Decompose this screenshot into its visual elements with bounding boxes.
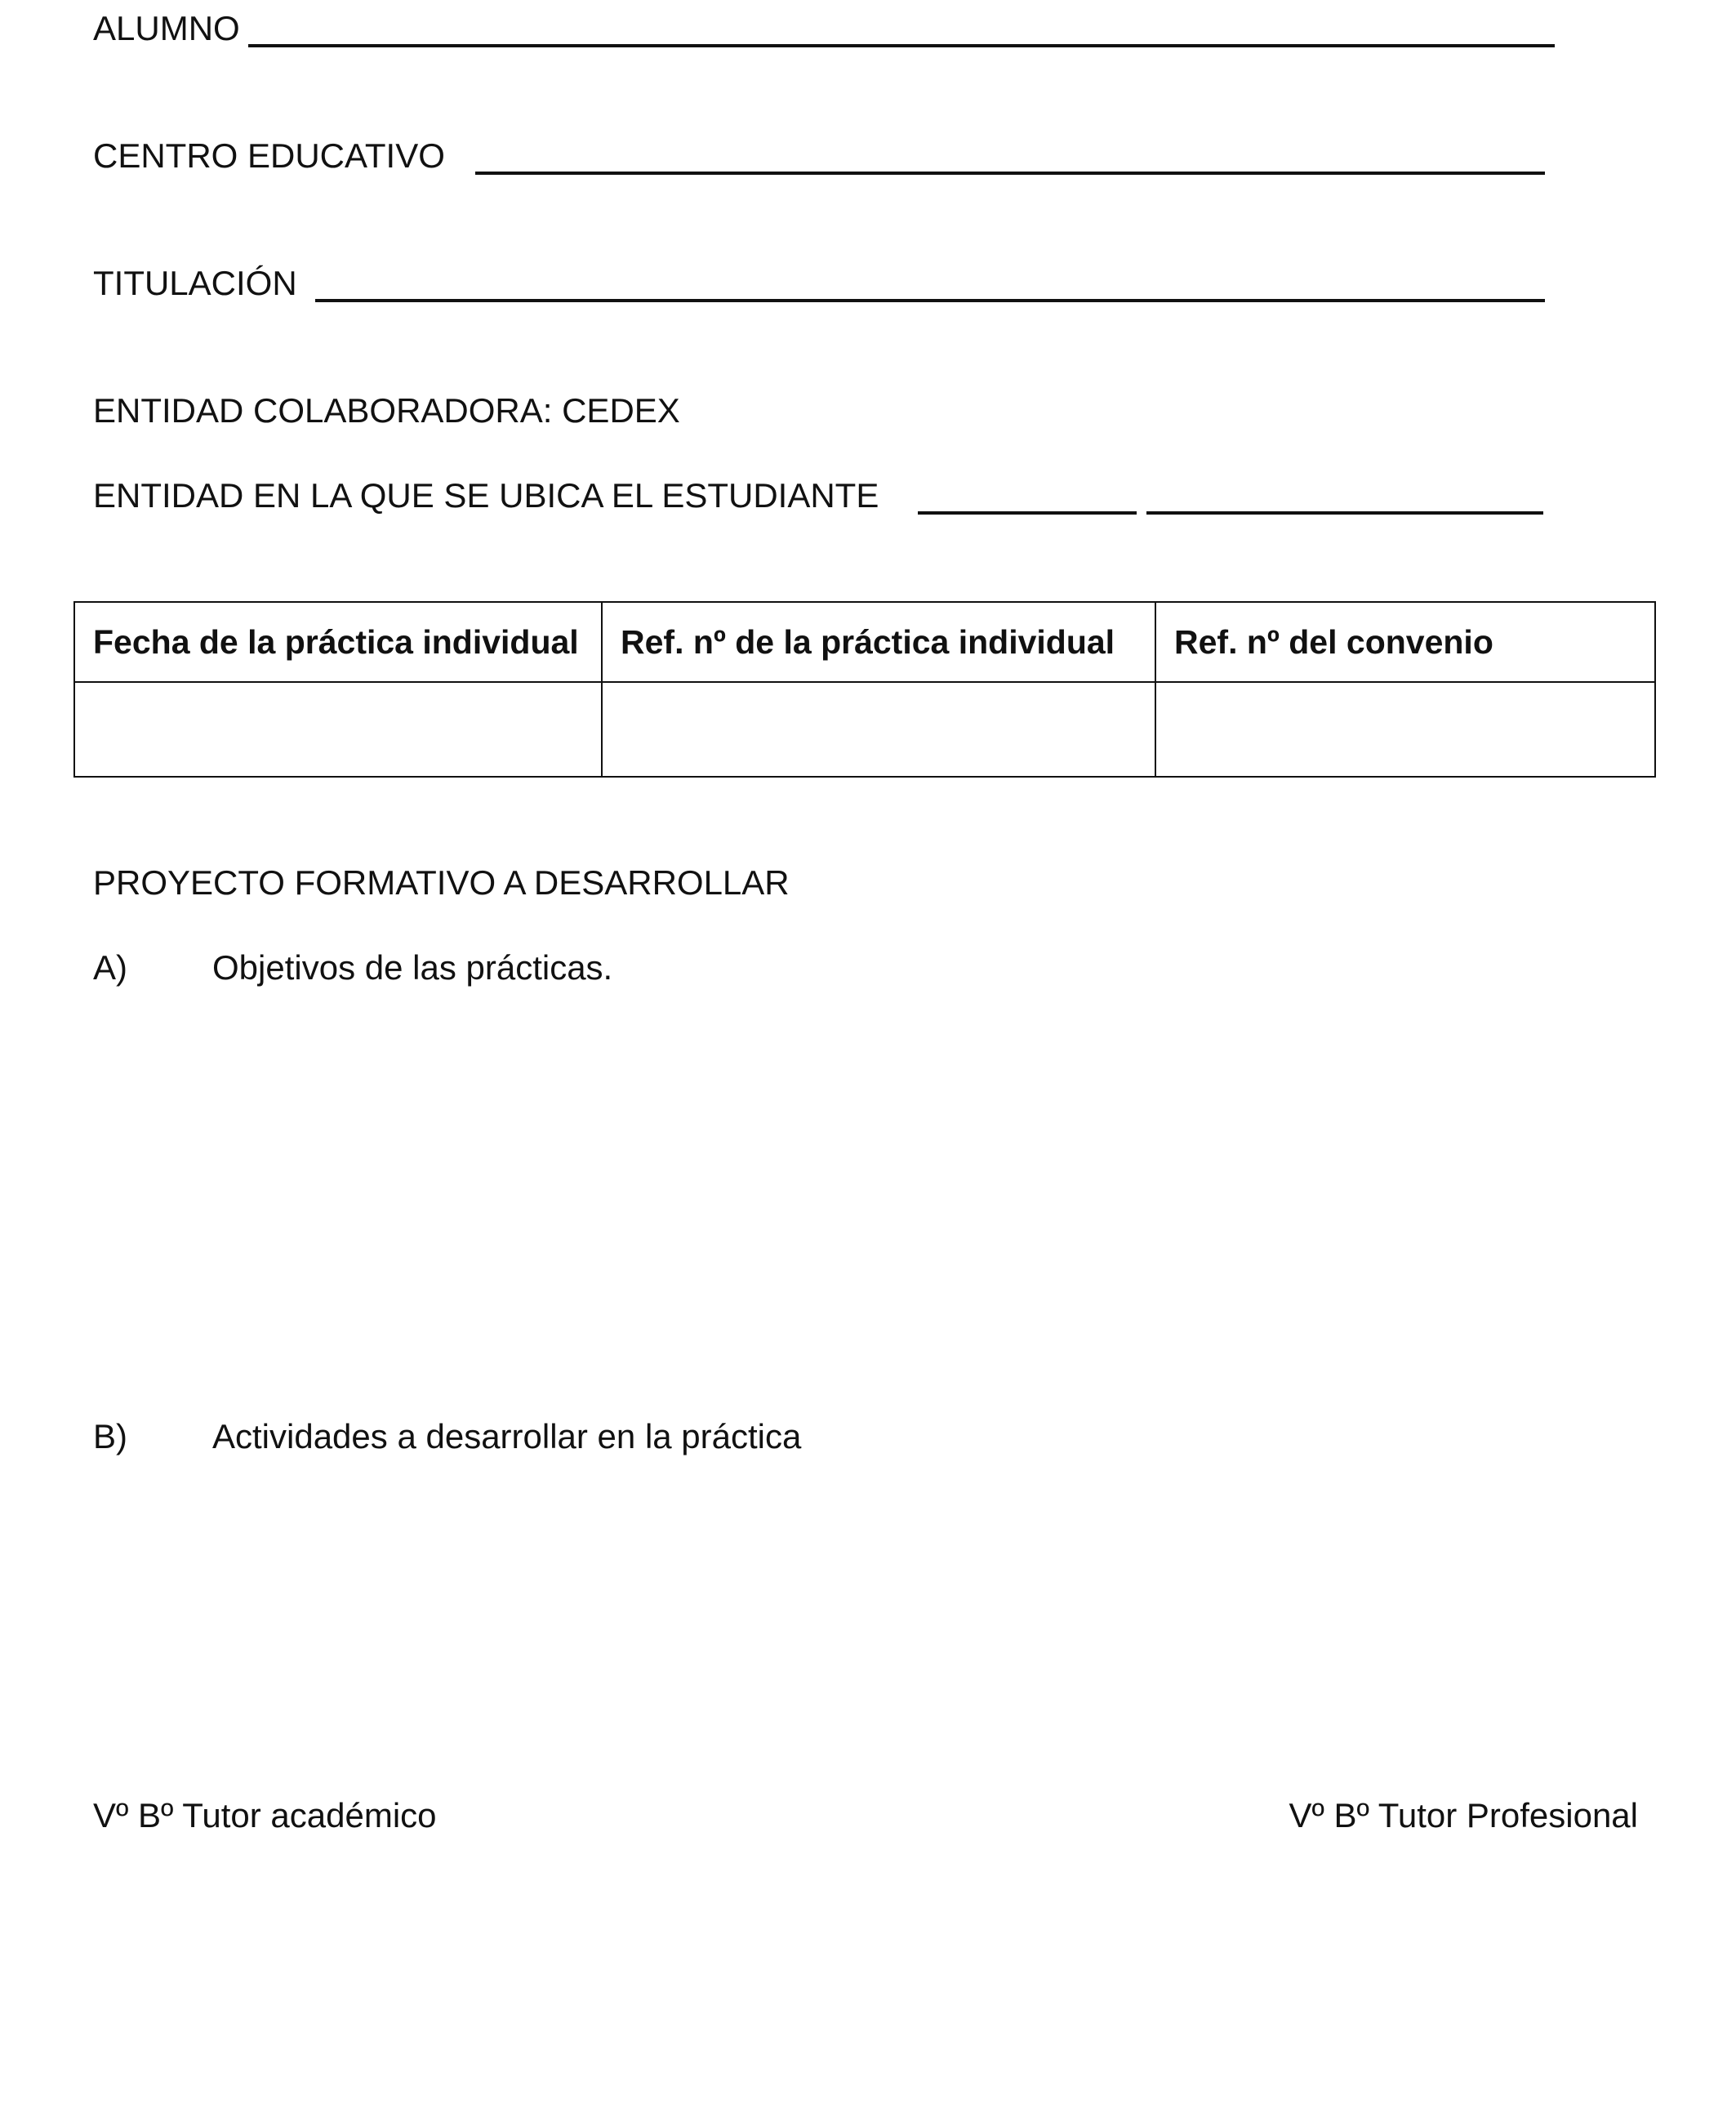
signature-tutor-academico: Vº Bº Tutor académico (93, 1796, 437, 1834)
centro-educativo-label: CENTRO EDUCATIVO (93, 136, 445, 175)
cell-ref-convenio[interactable] (1155, 682, 1655, 777)
header-fecha: Fecha de la práctica individual (74, 602, 602, 682)
signature-tutor-profesional: Vº Bº Tutor Profesional (1289, 1796, 1638, 1834)
item-b-letter: B) (93, 1417, 127, 1455)
entidad-ubica-field-2[interactable] (1146, 511, 1543, 515)
header-ref-convenio: Ref. nº del convenio (1155, 602, 1655, 682)
header-ref-practica: Ref. nº de la práctica individual (602, 602, 1155, 682)
alumno-label: ALUMNO (93, 9, 240, 47)
item-a-letter: A) (93, 948, 127, 987)
titulacion-label: TITULACIÓN (93, 264, 297, 302)
titulacion-field[interactable] (315, 299, 1545, 302)
entidad-ubica-field-1[interactable] (918, 511, 1137, 515)
project-title: PROYECTO FORMATIVO A DESARROLLAR (93, 863, 790, 902)
item-b-text: Actividades a desarrollar en la práctica (212, 1417, 802, 1455)
entidad-colaboradora: ENTIDAD COLABORADORA: CEDEX (93, 391, 680, 430)
table-row (74, 682, 1655, 777)
entidad-ubica-label: ENTIDAD EN LA QUE SE UBICA EL ESTUDIANTE (93, 476, 879, 515)
alumno-field[interactable] (248, 44, 1555, 47)
item-a-text: Objetivos de las prácticas. (212, 948, 613, 987)
centro-educativo-field[interactable] (475, 172, 1545, 175)
cell-ref-practica[interactable] (602, 682, 1155, 777)
reference-table (73, 601, 1656, 778)
table-header-row (74, 602, 1655, 682)
cell-fecha[interactable] (74, 682, 602, 777)
